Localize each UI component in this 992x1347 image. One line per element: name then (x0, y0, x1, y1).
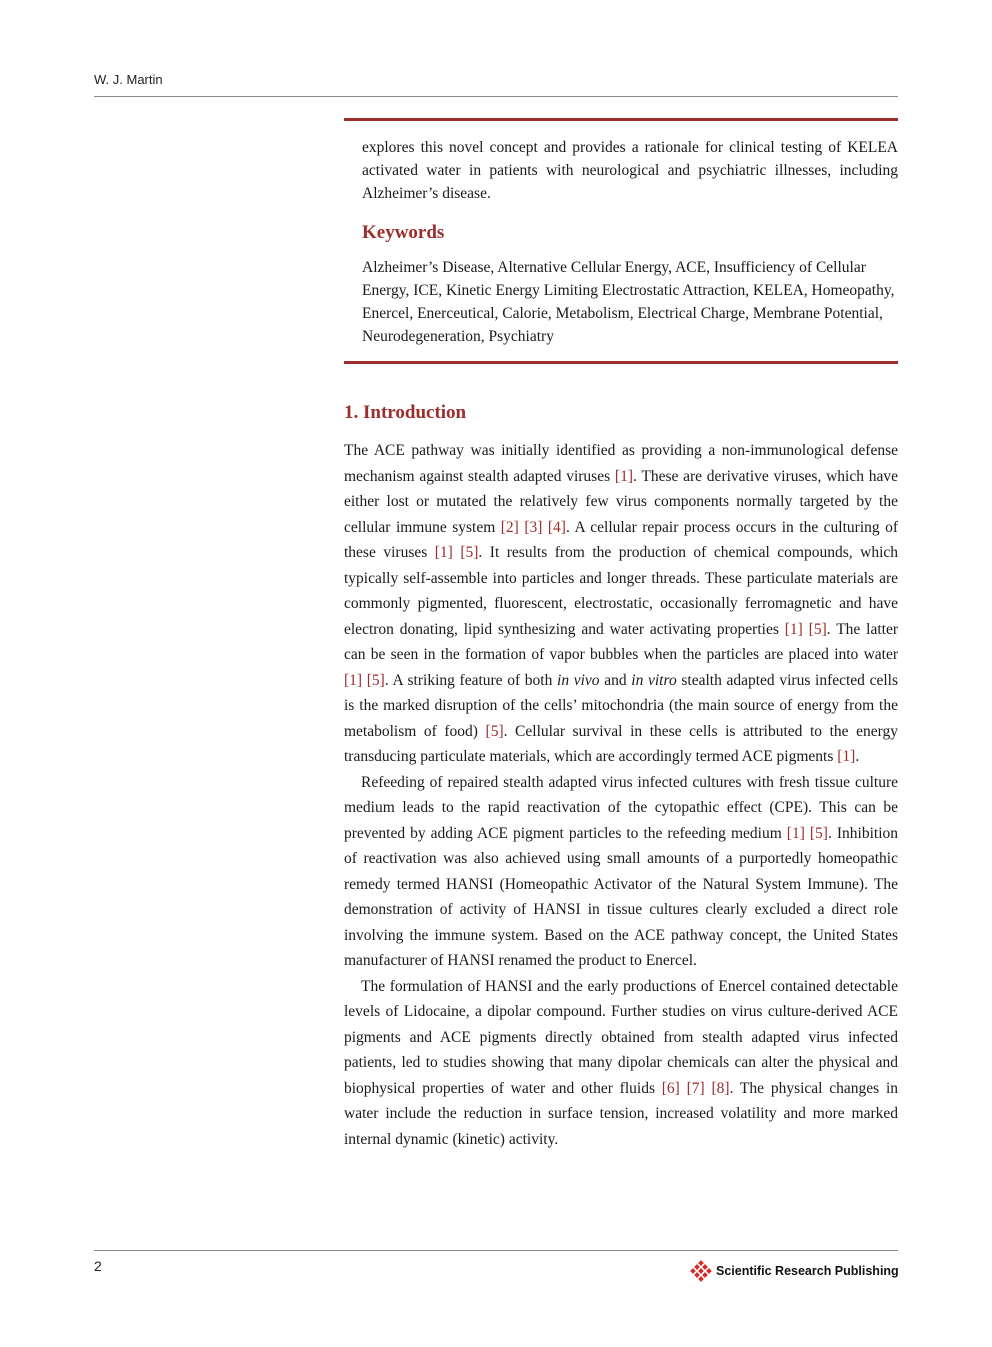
keywords-list: Alzheimer’s Disease, Alternative Cellular Energy, ACE, Insufficiency of Cellular Energy, ICE, Kinetic Energy Limiting Electrostatic Attraction, KELEA, Homeopathy, Enercel, Enerceutical, Calorie, Metabolism, Electrical Charge, Membrane Potential, Neurodegeneration, Psychiatry (362, 259, 895, 345)
text-run: stealth adapted virus infected cells is the marked disruption of the cells’ mitochondria (the main source of energy from the metabolism of food) (344, 671, 898, 740)
citation-link[interactable]: [5] (809, 824, 828, 842)
text-run: . Cellular survival in these cells is attributed to the energy transducing particulate materials, which are accordingly termed ACE pigments (344, 722, 898, 765)
page-number: 2 (94, 1258, 102, 1274)
citation-link[interactable]: [1] (434, 544, 453, 561)
text-run: . (855, 748, 860, 765)
text-run: Refeeding of repaired stealth adapted virus infected cultures with fresh tissue culture medium leads to the rapid reactivation of the cytopathic effect (CPE). This can be prevented by adding ACE pigment particles to the refeeding medium (344, 773, 898, 842)
abstract-continuation: explores this novel concept and provides a rationale for clinical testing of KELEA activated water in patients with neurological and psychiatric illnesses, including Alzheimer’s disease. (362, 139, 898, 202)
section-body (344, 438, 898, 1152)
scirp-logo-icon (690, 1260, 712, 1282)
keywords-heading: Keywords (362, 222, 445, 243)
citation-link[interactable]: [5] (808, 620, 827, 638)
text-run: . These are derivative viruses, which have either lost or mutated the relatively few virus components normally targeted by the cellular immune system (344, 467, 899, 536)
citation-link[interactable]: [5] (485, 722, 504, 740)
header-divider (94, 96, 898, 97)
text-run: . A cellular repair process occurs in the culturing of these viruses (344, 518, 899, 561)
text-run: The ACE pathway was initially identified as providing a non-immunological defense mechanism against stealth adapted viruses (344, 442, 898, 485)
publisher-name: Scientific Research Publishing (716, 1264, 899, 1278)
citation-link[interactable]: [3] (524, 518, 543, 536)
citation-link[interactable]: [1] (786, 824, 805, 842)
citation-link[interactable]: [4] (547, 518, 566, 536)
citation-link[interactable]: [1] (837, 748, 856, 765)
citation-link[interactable]: [8] (711, 1079, 730, 1097)
paragraph-3 (344, 974, 898, 1153)
text-run: . The physical changes in water include the reduction in surface tension, increased volatility and more marked internal dynamic (kinetic) activity. (344, 1079, 899, 1148)
citation-link[interactable]: [5] (366, 671, 385, 689)
footer-divider (94, 1250, 898, 1251)
paragraph-1 (344, 438, 898, 770)
text-run: . A striking feature of both (384, 671, 558, 689)
paragraph-2 (344, 770, 898, 974)
text-run: . It results from the production of chemical compounds, which typically self-assemble into particles and longer threads. These particulate materials are commonly pigmented, fluorescent, electrostatic, occasionally ferromagnetic and have electron donating, lipid synthesizing and water activating properties (344, 544, 899, 638)
italic-term: in vivo (557, 671, 600, 689)
text-run: and (599, 671, 632, 689)
citation-link[interactable]: [1] (784, 620, 803, 638)
citation-link[interactable]: [5] (460, 544, 479, 561)
citation-link[interactable]: [1] (344, 671, 363, 689)
text-run: . Inhibition of reactivation was also achieved using small amounts of a purportedly homeopathic remedy termed HANSI (Homeopathic Activator of the Natural System Immune). The demonstration of activity of HANSI in tissue cultures clearly excluded a direct role involving the immune system. Based on the ACE pathway concept, the United States manufacturer of HANSI renamed the product to Enercel. (344, 824, 899, 969)
citation-link[interactable]: [6] (661, 1079, 680, 1097)
citation-link[interactable]: [1] (614, 467, 633, 485)
italic-term: in vitro (631, 671, 677, 689)
text-run: The formulation of HANSI and the early productions of Enercel contained detectable levels of Lidocaine, a dipolar compound. Further studies on virus culture-derived ACE pigments and ACE pigments directly obtained from stealth adapted virus infected patients, led to studies showing that many dipolar chemicals can alter the physical and biophysical properties of water and other fluids (344, 977, 898, 1097)
text-run: . The latter can be seen in the formation of vapor bubbles when the particles are placed into water (344, 620, 898, 663)
section-heading-introduction: 1. Introduction (344, 402, 467, 423)
citation-link[interactable]: [2] (500, 518, 519, 536)
publisher-logo[interactable] (690, 1258, 900, 1284)
citation-link[interactable]: [7] (686, 1079, 705, 1097)
running-head-author: W. J. Martin (94, 72, 163, 87)
